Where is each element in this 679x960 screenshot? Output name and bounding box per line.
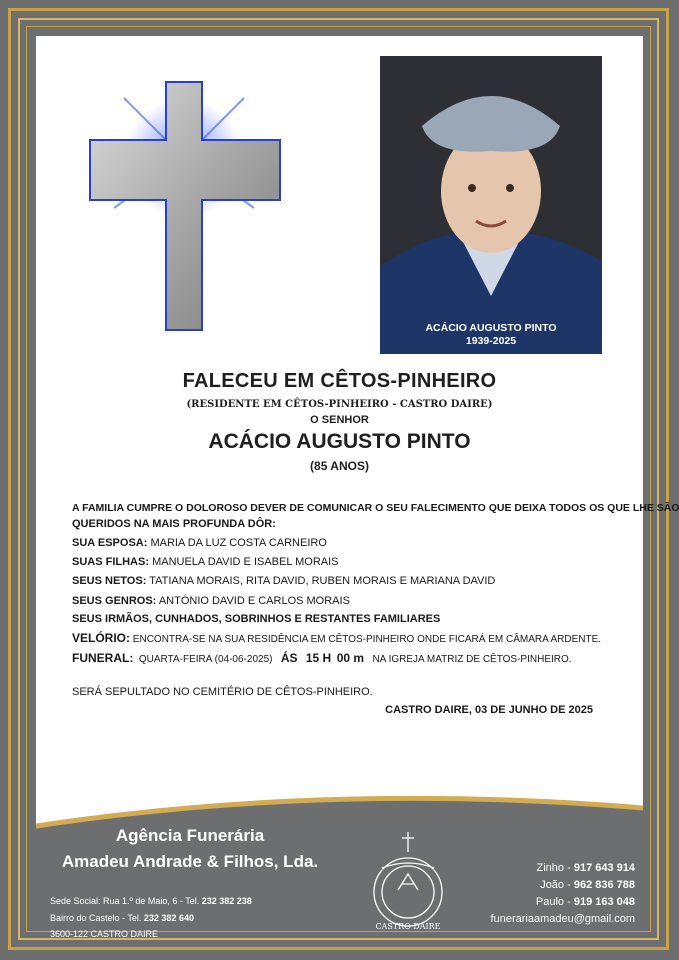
photo-caption-name: ACÁCIO AUGUSTO PINTO [425, 322, 557, 334]
deceased-age: (85 ANOS) [310, 459, 369, 473]
agency-logo [360, 830, 456, 940]
contact-2 [540, 879, 635, 891]
contact-1 [537, 862, 635, 874]
logo-text: CASTRO DAIRE [375, 922, 441, 931]
esposa-label: SUA ESPOSA: [72, 537, 148, 549]
intro-line-1: A FAMILIA CUMPRE O DOLOROSO DEVER DE COMUNICAR O SEU FALECIMENTO QUE DEIXA TODOS OS QUE LHE SÃO [72, 502, 679, 514]
funeral-place: NA IGREJA MATRIZ DE CÊTOS-PINHEIRO. [372, 654, 572, 665]
deceased-photo [380, 56, 602, 354]
dateline: CASTRO DAIRE, 03 DE JUNHO DE 2025 [385, 704, 593, 716]
netos-row [72, 573, 495, 590]
honorific: O SENHOR [310, 414, 369, 426]
genros-value: ANTÓNIO DAVID E CARLOS MORAIS [158, 595, 350, 607]
address-1-tel: 232 382 238 [201, 896, 252, 906]
filhas-label: SUAS FILHAS: [72, 556, 149, 568]
netos-value: TATIANA MORAIS, RITA DAVID, RUBEN MORAIS E MARIANA DAVID [149, 575, 496, 587]
velorio-row [72, 630, 601, 648]
deceased-name: ACÁCIO AUGUSTO PINTO [208, 430, 471, 453]
contact-3-phone: 919 163 048 [573, 896, 635, 908]
funeral-day: QUARTA-FEIRA (04-06-2025) [138, 654, 273, 665]
funeral-label: FUNERAL: [72, 651, 134, 665]
velorio-value: ENCONTRA-SE NA SUA RESIDÊNCIA EM CÊTOS-PINHEIRO ONDE FICARÁ EM CÂMARA ARDENTE. [132, 634, 602, 645]
address-line-1 [50, 896, 252, 906]
address-2-prefix: Bairro do Castelo - Tel. [50, 913, 142, 923]
funeral-minutes: 00 m [336, 651, 365, 665]
genros-label: SEUS GENROS: [72, 595, 157, 607]
contact-2-name: João - [540, 879, 571, 891]
contact-email[interactable]: funerariaamadeu@gmail.com [490, 913, 635, 925]
funeral-as: ÁS [280, 651, 298, 665]
notice-body [72, 500, 679, 700]
contact-3-name: Paulo - [535, 896, 571, 908]
agency-name-line2: Amadeu Andrade & Filhos, Lda. [61, 852, 319, 871]
cross-icon [84, 78, 284, 338]
address-2-tel: 232 382 640 [143, 913, 194, 923]
intro-line-2: QUERIDOS NA MAIS PROFUNDA DÔR: [72, 518, 276, 530]
esposa-value: MARIA DA LUZ COSTA CARNEIRO [150, 537, 327, 549]
irmaos-row: SEUS IRMÃOS, CUNHADOS, SOBRINHOS E RESTANTES FAMILIARES [72, 613, 441, 625]
address-line-2 [50, 913, 194, 923]
contact-1-name: Zinho - [536, 862, 571, 874]
funeral-hour: 15 H [305, 651, 332, 665]
photo-caption-years: 1939-2025 [465, 335, 517, 347]
velorio-label: VELÓRIO: [72, 631, 131, 645]
netos-label: SEUS NETOS: [72, 575, 147, 587]
sepultado-line: SERÁ SEPULTADO NO CEMITÉRIO DE CÊTOS-PINHEIRO. [72, 686, 373, 698]
funeral-row [72, 650, 572, 668]
esposa-row [72, 535, 327, 552]
contact-3 [536, 896, 635, 908]
address-line-3: 3600-122 CASTRO DAIRE [50, 929, 159, 939]
headline: FALECEU EM CÊTOS-PINHEIRO [182, 370, 497, 392]
contact-1-phone: 917 643 914 [573, 862, 635, 874]
agency-name-line1: Agência Funerária [115, 826, 265, 845]
address-1-prefix: Sede Social: Rua 1.º de Maio, 6 - Tel. [50, 896, 200, 906]
genros-row [72, 593, 350, 610]
residence: (RESIDENTE EM CÊTOS-PINHEIRO - CASTRO DAIRE) [186, 399, 493, 410]
filhas-value: MANUELA DAVID E ISABEL MORAIS [152, 556, 339, 568]
contact-2-phone: 962 836 788 [573, 879, 635, 891]
filhas-row [72, 554, 339, 571]
